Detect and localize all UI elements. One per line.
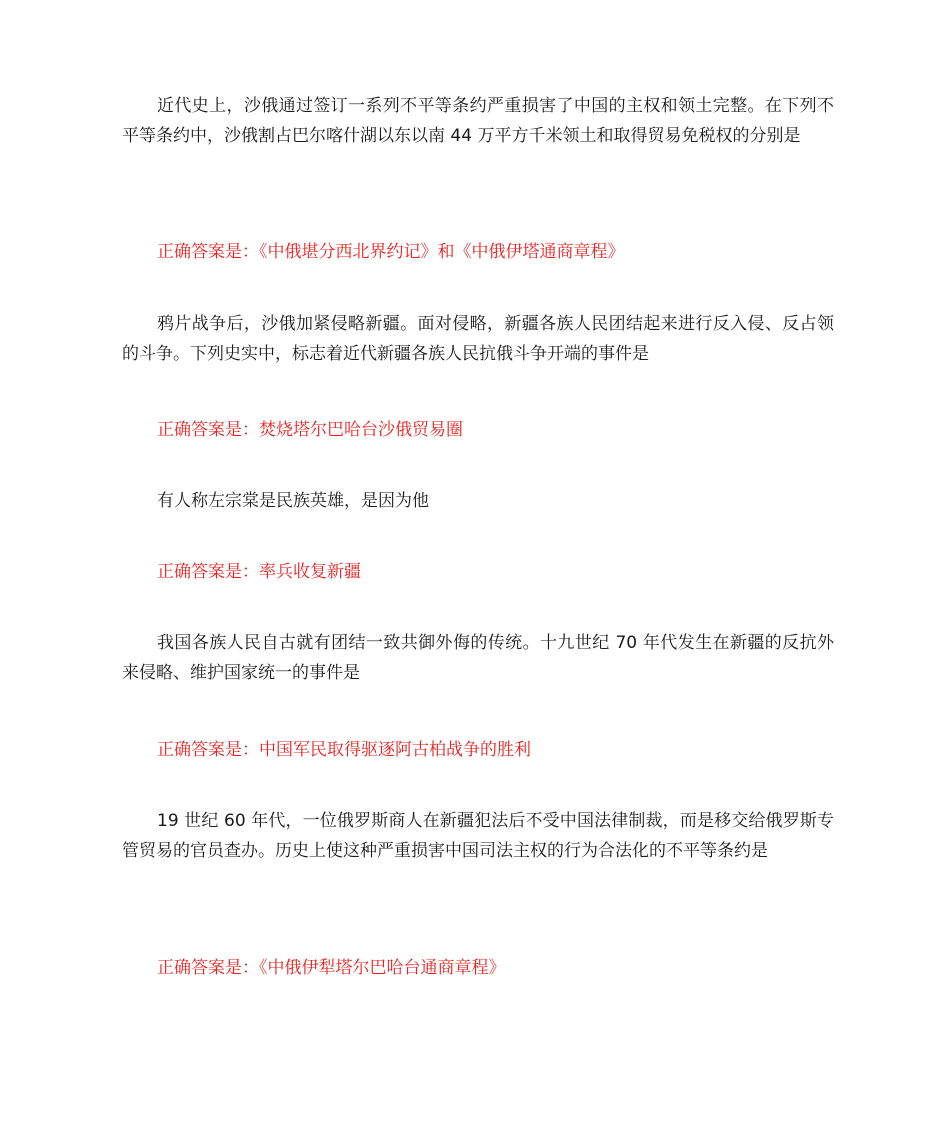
question-4-text: 我国各族人民自古就有团结一致共御外侮的传统。十九世纪 70 年代发生在新疆的反抗外来侵略、维护国家统一的事件是	[122, 633, 834, 683]
answer-2-text: 正确答案是：焚烧塔尔巴哈台沙俄贸易圈	[157, 420, 463, 440]
question-2-text: 鸦片战争后，沙俄加紧侵略新疆。面对侵略，新疆各族人民团结起来进行反入侵、反占领的斗争。下列史实中，标志着近代新疆各族人民抗俄斗争开端的事件是	[122, 314, 834, 364]
answer-5-text: 正确答案是：《中俄伊犁塔尔巴哈台通商章程》	[157, 958, 506, 978]
answer-3-text: 正确答案是：率兵收复新疆	[157, 562, 361, 582]
question-5-text: 19 世纪 60 年代，一位俄罗斯商人在新疆犯法后不受中国法律制裁，而是移交给俄罗斯专管贸易的官员查办。历史上使这种严重损害中国司法主权的行为合法化的不平等条约是	[122, 811, 834, 861]
question-1-text: 近代史上，沙俄通过签订一系列不平等条约严重损害了中国的主权和领土完整。在下列不平等条约中，沙俄割占巴尔喀什湖以东以南 44 万平方千米领土和取得贸易免税权的分别是	[122, 96, 834, 146]
answer-4-text: 正确答案是：中国军民取得驱逐阿古柏战争的胜利	[157, 740, 531, 760]
answer-1-text: 正确答案是：《中俄堪分西北界约记》和《中俄伊塔通商章程》	[157, 242, 625, 262]
question-3-text: 有人称左宗棠是民族英雄，是因为他	[157, 491, 429, 511]
